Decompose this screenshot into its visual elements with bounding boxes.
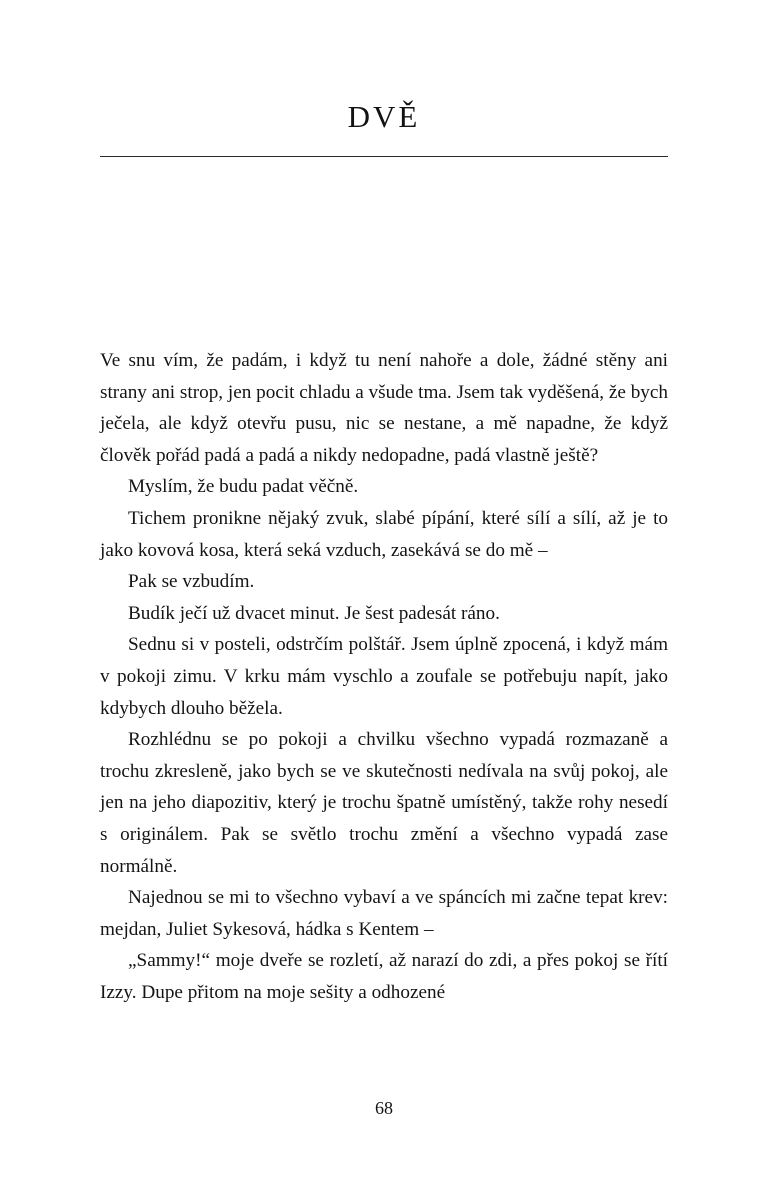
paragraph: Budík ječí už dvacet minut. Je šest padesát ráno.	[128, 602, 500, 624]
paragraph: Ve snu vím, že padám, i když tu není nahoře a dole, žádné stěny ani strany ani strop, jen pocit chladu a všude tma. Jsem tak vyděšená, že bych ječela, ale když otevřu pusu, nic se nestane, a mě napadne, že když člověk pořád padá a padá a nikdy nedopadne, padá vlastně ještě?	[100, 350, 668, 466]
chapter-header	[100, 100, 668, 157]
paragraph: Najednou se mi to všechno vybaví a ve spáncích mi začne tepat krev: mejdan, Juliet Sykesová, hádka s Kentem –	[100, 887, 668, 940]
paragraph: Pak se vzbudím.	[128, 571, 255, 593]
chapter-title: DVĚ	[347, 99, 421, 134]
body-text	[100, 345, 668, 1008]
paragraph: Sednu si v posteli, odstrčím polštář. Jsem úplně zpocená, i když mám v pokoji zimu. V krku mám vyschlo a zoufale se potřebuju napít, jako kdybych dlouho běžela.	[100, 634, 668, 719]
page-number: 68	[375, 1098, 393, 1118]
paragraph: „Sammy!“ moje dveře se rozletí, až narazí do zdi, a přes pokoj se řítí Izzy. Dupe přitom na moje sešity a odhozené	[100, 950, 668, 1003]
paragraph: Myslím, že budu padat věčně.	[128, 476, 359, 498]
paragraph: Rozhlédnu se po pokoji a chvilku všechno vypadá rozmazaně a trochu zkresleně, jako bych se ve skutečnosti nedívala na svůj pokoj, ale jen na jeho diapozitiv, který je trochu špatně umístěný, takže rohy nesedí s originálem. Pak se světlo trochu změní a všechno vypadá zase normálně.	[100, 729, 668, 877]
paragraph: Tichem pronikne nějaký zvuk, slabé pípání, které sílí a sílí, až je to jako kovová kosa, která seká vzduch, zasekává se do mě –	[100, 507, 668, 561]
chapter-divider	[100, 156, 668, 157]
